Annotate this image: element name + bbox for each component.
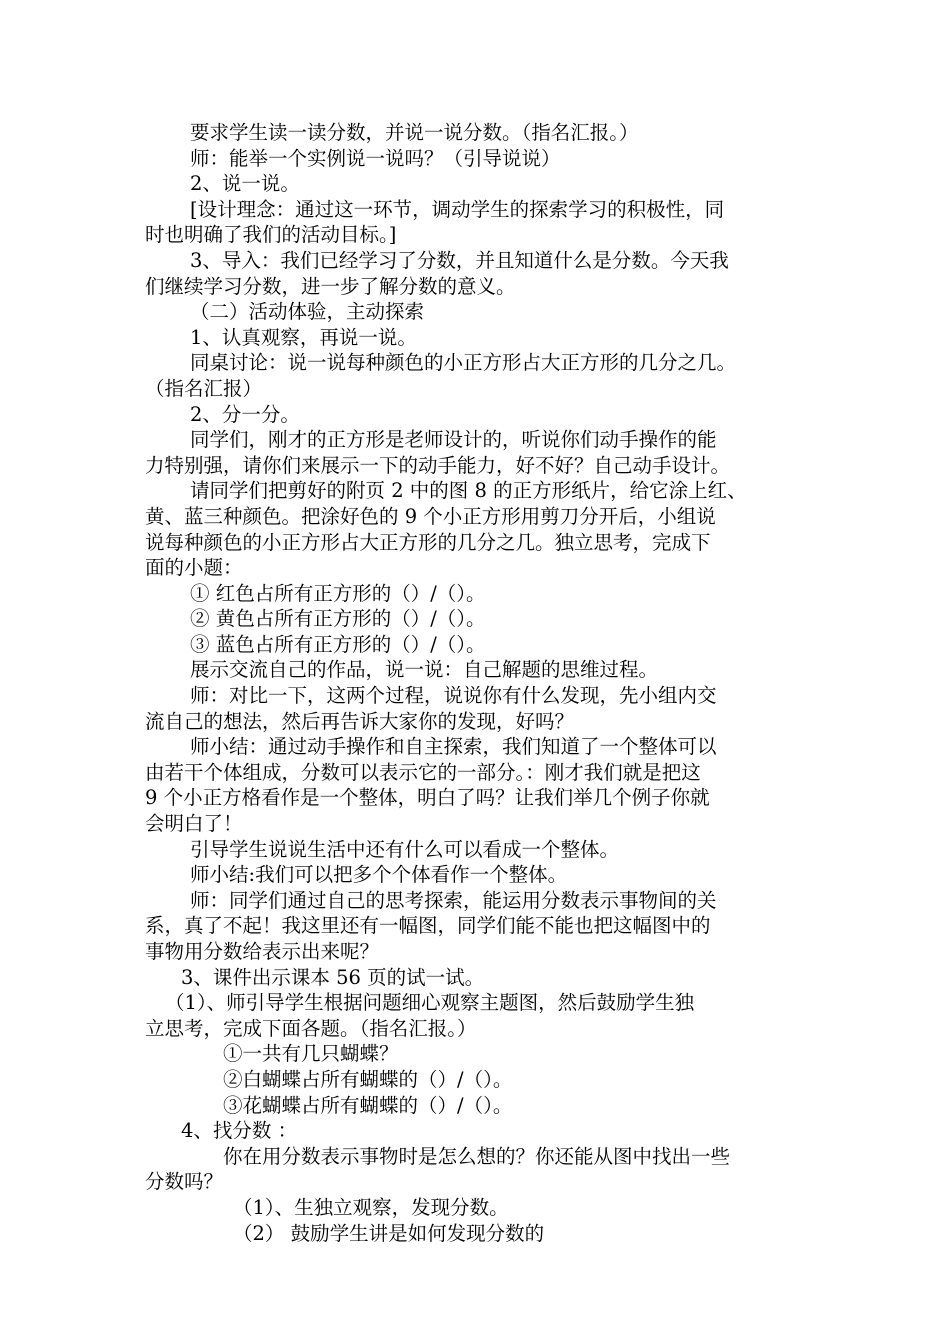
text-line: 师：同学们通过自己的思考探索，能运用分数表示事物间的关	[190, 888, 717, 912]
text-line: 1、认真观察，再说一说。	[190, 325, 417, 349]
list-item: ② 黄色占所有正方形的（）/（）。	[190, 607, 486, 631]
text-line: 黄、蓝三种颜色。把涂好色的 9 个小正方形用剪刀分开后，小组说	[145, 504, 716, 528]
list-item: ①一共有几只蝴蝶？	[223, 1042, 399, 1066]
text-line: 9 个小正方格看作是一个整体，明白了吗？让我们举几个例子你就	[145, 786, 710, 810]
text-line: 们继续学习分数，进一步了解分数的意义。	[145, 274, 516, 298]
text-line: 会明白了！	[145, 812, 243, 836]
text-line: （指名汇报）	[145, 376, 263, 400]
list-item: ③花蝴蝶占所有蝴蝶的（）/（）。	[223, 1093, 513, 1117]
text-line: 师：能举一个实例说一说吗？（引导说说）	[190, 146, 561, 170]
document-body	[145, 120, 825, 1246]
text-line: 你在用分数表示事物时是怎么想的？你还能从图中找出一些	[223, 1144, 731, 1168]
text-line: 同学们，刚才的正方形是老师设计的，听说你们动手操作的能	[190, 428, 717, 452]
text-line: 事物用分数给表示出来呢？	[145, 940, 380, 963]
text-line: 同桌讨论：说一说每种颜色的小正方形占大正方形的几分之几。	[190, 351, 737, 375]
list-item: （1）、生独立观察，发现分数。	[233, 1195, 509, 1219]
text-line: 面的小题：	[145, 556, 243, 580]
text-line: 分数吗？	[145, 1170, 224, 1194]
text-line: 力特别强，请你们来展示一下的动手能力，好不好？自己动手设计。	[145, 453, 731, 477]
list-item: ③ 蓝色占所有正方形的（）/（）。	[190, 632, 486, 656]
text-line: 请同学们把剪好的附页 2 中的图 8 的正方形纸片，给它涂上红、	[190, 479, 747, 503]
section-heading: （二）活动体验，主动探索	[190, 300, 425, 324]
text-line: 2、分一分。	[190, 402, 300, 426]
text-line: 引导学生说说生活中还有什么可以看成一个整体。	[190, 837, 620, 861]
text-line: 说每种颜色的小正方形占大正方形的几分之几。独立思考，完成下	[145, 530, 711, 554]
text-line: 立思考，完成下面各题。（指名汇报。）	[145, 1016, 477, 1040]
text-line: [设计理念：通过这一环节，调动学生的探索学习的积极性，同	[190, 197, 725, 221]
list-item: ②白蝴蝶占所有蝴蝶的（）/（）。	[223, 1067, 513, 1091]
text-line: 3、课件出示课本 56 页的试一试。	[181, 965, 485, 989]
list-item: ① 红色占所有正方形的（）/（）。	[190, 581, 486, 605]
text-line: 由若干个体组成，分数可以表示它的一部分。：刚才我们就是把这	[145, 760, 701, 784]
text-line: 2、说一说。	[190, 172, 300, 196]
text-line: 要求学生读一读分数，并说一说分数。（指名汇报。）	[190, 121, 639, 144]
text-line: 展示交流自己的作品，说一说：自己解题的思维过程。	[190, 658, 659, 682]
text-line: 师小结：通过动手操作和自主探索，我们知道了一个整体可以	[190, 735, 717, 759]
text-line: 师：对比一下，这两个过程，说说你有什么发现，先小组内交	[190, 684, 717, 708]
text-line: 流自己的想法，然后再告诉大家你的发现，好吗？	[145, 709, 575, 733]
text-line: 系，真了不起！我这里还有一幅图，同学们能不能也把这幅图中的	[145, 914, 711, 938]
text-line: 师小结:我们可以把多个个体看作一个整体。	[190, 863, 568, 887]
text-line: （1）、师引导学生根据问题细心观察主题图，然后鼓励学生独	[165, 991, 695, 1015]
text-line: 4、找分数 ：	[181, 1119, 298, 1143]
list-item: （2） 鼓励学生讲是如何发现分数的	[233, 1221, 545, 1245]
text-line: 时也明确了我们的活动目标。]	[145, 223, 397, 247]
text-line: 3、导入：我们已经学习了分数，并且知道什么是分数。今天我	[190, 248, 729, 272]
